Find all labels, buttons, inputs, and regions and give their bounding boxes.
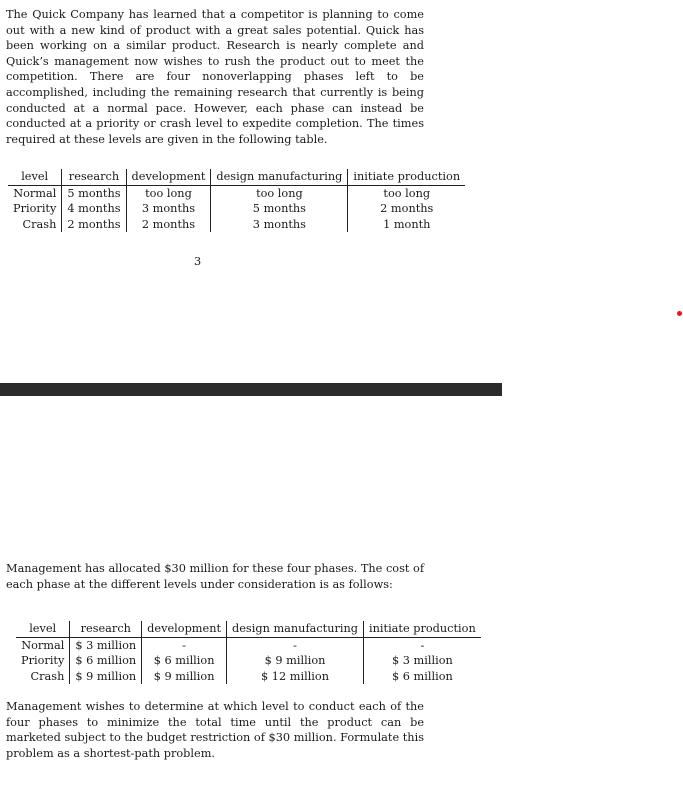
- table-cell: too long: [126, 185, 211, 201]
- table-cell: 3 months: [211, 217, 348, 233]
- table-row: [16, 653, 481, 669]
- table-header-row: [16, 621, 481, 637]
- column-header: development: [142, 621, 227, 637]
- table-cell: $ 9 million: [70, 669, 142, 685]
- page-divider: [0, 383, 502, 396]
- red-dot-marker: [677, 311, 682, 316]
- table-row: [8, 185, 465, 201]
- table-cell: $ 12 million: [227, 669, 364, 685]
- times-table: [8, 169, 465, 232]
- table-cell: too long: [348, 185, 465, 201]
- table-cell: $ 3 million: [70, 637, 142, 653]
- table-cell: Priority: [13, 202, 57, 216]
- table-cell: 2 months: [348, 201, 465, 217]
- table-row: [16, 637, 481, 653]
- column-header: research: [62, 169, 126, 185]
- table-cell: -: [142, 637, 227, 653]
- table-row: [16, 669, 481, 685]
- intro-paragraph: The Quick Company has learned that a competitor is planning to come out with a new kind of product with a great sales potential. Quick has been working on a similar product. Research is nearly complete and Quick’s management now wishes to rush the product out to meet the competition. There are four nonoverlapping phases left to be accomplished, including the remaining research that currently is being conducted at a normal pace. However, each phase can instead be conducted at a priority or crash level to expedite completion. The times required at these levels are given in the following table.: [6, 8, 424, 146]
- table-cell: $ 9 million: [142, 669, 227, 685]
- page-number: 3: [194, 255, 202, 268]
- column-header: level: [16, 621, 70, 637]
- table-cell: -: [227, 637, 364, 653]
- table-cell: -: [364, 637, 481, 653]
- table-cell: 3 months: [126, 201, 211, 217]
- table-cell: Crash: [30, 669, 65, 683]
- table-cell: 4 months: [62, 201, 126, 217]
- table-cell: $ 6 million: [70, 653, 142, 669]
- column-header: initiate production: [364, 621, 481, 637]
- goal-paragraph: Management wishes to determine at which level to conduct each of the four phases to minimize the total time until the product can be marketed subject to the budget restriction of $30 million. Formulate this problem as a shortest-path problem.: [6, 700, 424, 760]
- table-cell: Normal: [13, 186, 57, 200]
- column-header: level: [8, 169, 62, 185]
- column-header: design manufacturing: [211, 169, 348, 185]
- table-cell: Crash: [22, 217, 57, 231]
- column-header: initiate production: [348, 169, 465, 185]
- table-cell: 2 months: [62, 217, 126, 233]
- table-cell: Normal: [21, 638, 65, 652]
- table-cell: $ 6 million: [142, 653, 227, 669]
- table-cell: $ 6 million: [364, 669, 481, 685]
- column-header: research: [70, 621, 142, 637]
- table-cell: 1 month: [348, 217, 465, 233]
- column-header: design manufacturing: [227, 621, 364, 637]
- table-cell: $ 9 million: [227, 653, 364, 669]
- table-row: [8, 217, 465, 233]
- table-cell: too long: [211, 185, 348, 201]
- table-cell: 5 months: [62, 185, 126, 201]
- column-header: development: [126, 169, 211, 185]
- table-header-row: [8, 169, 465, 185]
- table-cell: $ 3 million: [364, 653, 481, 669]
- table-cell: 5 months: [211, 201, 348, 217]
- table-row: [8, 201, 465, 217]
- cost-table: [16, 621, 481, 684]
- budget-paragraph: Management has allocated $30 million for these four phases. The cost of each phase at the different levels under consideration is as follows:: [6, 562, 424, 591]
- table-cell: Priority: [21, 654, 65, 668]
- table-cell: 2 months: [126, 217, 211, 233]
